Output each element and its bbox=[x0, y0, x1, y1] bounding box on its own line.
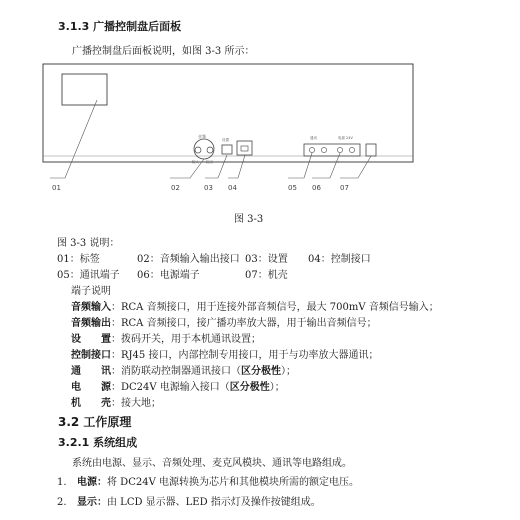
list-item-display: 2. 显示：由 LCD 显示器、LED 指示灯及操作按键组成。 bbox=[57, 497, 321, 508]
label-box bbox=[62, 74, 107, 105]
tiny-label: 输入 bbox=[192, 160, 199, 164]
port-row-audio-in: 音频输入：RCA 音频接口，用于连接外部音频信号，最大 700mV 音频信号输入； bbox=[71, 302, 439, 313]
port-row-power: 电 源：DC24V 电源输入接口（区分极性）； bbox=[71, 382, 285, 393]
tiny-label: 设置 bbox=[222, 138, 229, 142]
section-heading-3-2-1: 3.2.1 系统组成 bbox=[58, 436, 138, 449]
leader-lines bbox=[50, 100, 371, 178]
note-item: 06：电源端子 bbox=[137, 270, 200, 281]
figure-notes-row1 bbox=[57, 250, 371, 265]
callout-05: 05 bbox=[288, 184, 297, 192]
callout-07: 07 bbox=[340, 184, 349, 192]
note-item: 07：机壳 bbox=[245, 270, 288, 281]
dip-switch bbox=[222, 145, 232, 154]
note-item: 03：设置 bbox=[245, 254, 288, 265]
tiny-label: 24V bbox=[346, 136, 353, 140]
port-row-audio-out: 音频输出：RCA 音频接口，接广播功率放大器，用于输出音频信号； bbox=[71, 318, 377, 329]
note-item: 05：通讯端子 bbox=[57, 270, 120, 281]
rj45-port bbox=[237, 141, 252, 155]
note-item: 01：标签 bbox=[57, 254, 100, 265]
port-row-control: 控制接口：RJ45 接口，内部控制专用接口，用于与功率放大器通讯； bbox=[71, 350, 379, 361]
note-item: 02：音频输入输出接口 bbox=[137, 254, 240, 265]
tiny-label: + bbox=[337, 160, 340, 164]
tiny-label: 输出 bbox=[206, 160, 213, 164]
rca-jack-in bbox=[195, 147, 201, 153]
figure-notes-title: 图 3-3 说明： bbox=[57, 238, 120, 249]
port-description-title: 端子说明 bbox=[71, 286, 111, 297]
tiny-label: 电源 bbox=[338, 136, 345, 140]
tiny-label: - bbox=[350, 160, 352, 164]
section-intro-3-2-1: 系统由电源、显示、音频处理、麦克风模块、通讯等电路组成。 bbox=[72, 458, 352, 469]
rear-panel-diagram bbox=[40, 60, 420, 205]
rca-jack-out bbox=[207, 147, 213, 153]
section-heading-3-2: 3.2 工作原理 bbox=[58, 415, 132, 429]
figure-caption: 图 3-3 bbox=[234, 214, 264, 225]
callout-02: 02 bbox=[171, 184, 180, 192]
port-row-setting: 设 置：拨码开关，用于本机通讯设置； bbox=[71, 334, 261, 345]
panel-outline bbox=[43, 64, 413, 162]
port-row-comm: 通 讯：消防联动控制器通讯接口（区分极性）； bbox=[71, 366, 296, 377]
section-heading-3-1-3: 3.1.3 广播控制盘后面板 bbox=[58, 20, 182, 33]
section-intro: 广播控制盘后面板说明，如图 3-3 所示： bbox=[72, 46, 255, 57]
tiny-label: 音频 bbox=[198, 134, 206, 139]
tiny-label: 通讯 bbox=[310, 136, 317, 140]
port-row-chassis: 机 壳：接大地； bbox=[71, 398, 161, 409]
ground-terminal bbox=[366, 144, 376, 156]
callout-01: 01 bbox=[52, 184, 61, 192]
terminal-block bbox=[304, 144, 360, 156]
callout-03: 03 bbox=[204, 184, 213, 192]
callout-06: 06 bbox=[312, 184, 321, 192]
figure-notes-row2 bbox=[57, 266, 288, 281]
callout-04: 04 bbox=[228, 184, 237, 192]
list-item-power: 1. 电源：将 DC24V 电源转换为芯片和其他模块所需的额定电压。 bbox=[57, 477, 359, 488]
note-item: 04：控制接口 bbox=[308, 254, 371, 265]
